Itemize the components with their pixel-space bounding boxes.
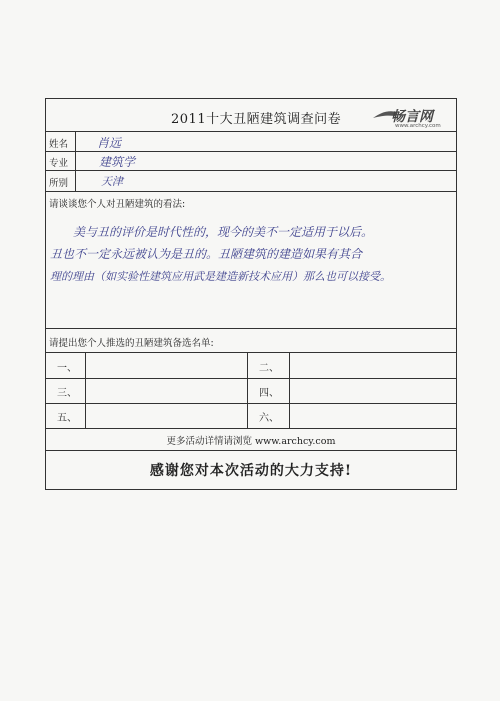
rule [45,151,457,152]
school-value: 天津 [101,175,123,188]
name-label: 姓名 [49,139,69,150]
rule [45,428,457,429]
rule [45,170,457,171]
survey-title: 2011十大丑陋建筑调查问卷 [171,112,342,127]
rule [289,352,290,428]
opinion-line: 理的理由（如实验性建筑应用武是建造新技术应用）那么也可以接受。 [50,270,391,283]
opinion-line: 美与丑的评价是时代性的，现今的美不一定适用于以后。 [73,225,374,239]
nomination-label-6: 六、 [259,413,279,424]
school-label: 所别 [49,178,69,189]
major-label: 专业 [49,158,69,169]
rule [45,131,457,132]
nomination-label-1: 一、 [57,363,77,374]
rule [45,328,457,329]
thanks-message: 感谢您对本次活动的大力支持! [149,463,353,479]
rule [45,403,457,404]
logo-text: 畅言网 [391,109,433,125]
more-info: 更多活动详情请浏览 www.archcy.com [166,436,336,447]
opinion-line: 丑也不一定永远被认为是丑的。丑陋建筑的建造如果有其合 [50,247,363,261]
rule [247,352,248,428]
logo-url: www.archcy.com [395,123,441,129]
rule [45,378,457,379]
rule [45,191,457,192]
opinion-prompt: 请谈谈您个人对丑陋建筑的看法: [49,199,186,210]
survey-form [45,98,457,490]
rule [45,352,457,353]
nomination-label-5: 五、 [57,413,77,424]
nomination-label-3: 三、 [57,388,77,399]
rule [75,131,76,191]
site-logo [371,104,451,130]
major-value: 建筑学 [99,155,136,169]
nomination-label-4: 四、 [259,388,279,399]
nominations-prompt: 请提出您个人推选的丑陋建筑备选名单: [49,338,214,349]
name-value: 肖远 [97,136,122,150]
nomination-label-2: 二、 [259,363,279,374]
rule [85,352,86,428]
rule [45,450,457,451]
